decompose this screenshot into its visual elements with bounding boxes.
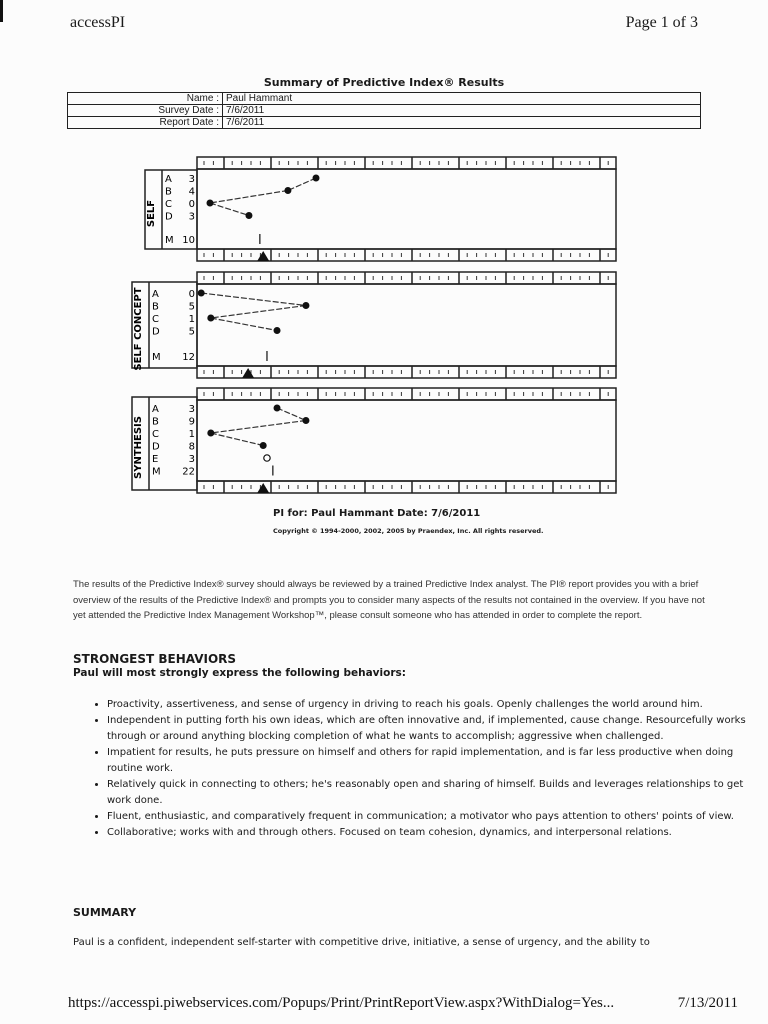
factor-point [198,290,205,297]
factor-point [274,405,281,412]
factor-point [207,430,214,437]
info-value: Paul Hammant [223,93,701,105]
header-app-name: accessPI [70,14,126,31]
header-page-number: Page 1 of 3 [625,14,698,31]
summary-text: Paul is a confident, independent self-starter with competitive drive, initiative, a sense of urgency, and the ability to [73,937,650,948]
factor-connector [211,306,306,319]
footer-date: 7/13/2011 [677,995,738,1011]
factor-point [312,175,319,182]
factor-label: A [165,174,172,185]
factor-value: 9 [188,416,195,428]
copyright: Copyright © 1994-2000, 2002, 2005 by Praendex, Inc. All rights reserved. [273,527,544,535]
factor-point [274,327,281,334]
list-item: • Fluent, enthusiastic, and comparatively frequent in communication; a motivator who pays attention to others' points of view. [107,809,747,825]
factor-label: B [152,301,159,313]
chart-title-2: SYNTHESIS [133,416,144,479]
strongest-subheading: Paul will most strongly express the following behaviors: [73,667,406,679]
behavior-list [73,697,747,841]
e-point [264,455,270,461]
factor-label: C [165,199,172,210]
factor-label: D [152,326,160,338]
factor-label: B [152,416,159,428]
factor-value: 3 [188,211,195,223]
factor-label: C [152,314,159,325]
factor-connector [211,318,277,331]
factor-point [284,187,291,194]
factor-connector [211,433,263,446]
factor-value: 0 [188,289,195,300]
factor-value: 5 [188,301,195,313]
chart-title-0: SELF [146,199,157,228]
factor-point [245,212,252,219]
info-label: Report Date : [68,117,223,129]
factor-label: A [152,289,159,300]
factor-value: 1 [188,314,195,325]
list-item: • Proactivity, assertiveness, and sense of urgency in driving to reach his goals. Openly challenges the world around him. [107,697,747,713]
info-value: 7/6/2011 [223,117,701,129]
factor-connector [210,191,288,204]
footer-url: https://accesspi.piwebservices.com/Popups/Print/PrintReportView.aspx?WithDialog=Yes... [68,995,615,1011]
factor-point [260,442,267,449]
plot-area [197,284,616,366]
factor-connector [201,293,306,306]
factor-point [302,417,309,424]
chart-title-1: SELF CONCEPT [133,287,144,371]
list-item: • Relatively quick in connecting to others; he's reasonably open and sharing of himself. Builds and leverages relationships to get work done. [107,777,747,809]
factor-value: 5 [188,326,195,338]
factor-value: 1 [188,429,195,440]
factor-point [206,200,213,207]
factor-value: 3 [188,454,195,465]
factor-point [207,315,214,322]
info-label: Name : [68,93,223,105]
factor-label: C [152,429,159,440]
norm-marker-triangle [257,483,269,493]
pi-for-line: PI for: Paul Hammant Date: 7/6/2011 [273,508,481,519]
factor-label: B [165,186,172,198]
factor-label: A [152,404,159,415]
m-value: 12 [182,352,195,363]
factor-value: 3 [188,174,195,185]
m-label: M [152,352,161,363]
factor-point [302,302,309,309]
list-item: • Collaborative; works with and through others. Focused on team cohesion, dynamics, and interpersonal relations. [107,825,747,841]
m-value: 22 [182,466,195,478]
factor-value: 8 [188,441,195,453]
factor-connector [211,421,306,434]
info-label: Survey Date : [68,105,223,117]
summary-heading: SUMMARY [73,906,137,919]
strongest-heading: STRONGEST BEHAVIORS [73,652,237,666]
factor-value: 4 [188,186,195,198]
factor-connector [277,408,306,421]
list-item: • Impatient for results, he puts pressure on himself and others for rapid implementation, and is far less productive when doing routine work. [107,745,747,777]
factor-value: 3 [188,404,195,415]
norm-marker-triangle [242,368,254,378]
factor-value: 0 [188,199,195,210]
factor-label: E [152,454,159,465]
plot-area [197,400,616,481]
m-value: 10 [182,235,195,246]
m-label: M [165,235,174,246]
factor-connector [288,178,316,191]
intro-paragraph: The results of the Predictive Index® survey should always be reviewed by a trained Predictive Index analyst. The PI® report provides you with a brief overview of the results of the Predictive Index® and prompts you to consider many aspects of the results not contained in the overview. If you have not yet attended the Predictive Index Management Workshop™, please consult someone who has attended in order to complete the report. [73,579,705,621]
factor-label: D [165,211,173,223]
norm-marker-triangle [257,251,269,261]
list-item: • Independent in putting forth his own ideas, which are often innovative and, if implemented, cause change. Resourcefully works through or around anything blocking completion of what he wants to accomplish; aggressive when challenged. [107,713,747,745]
m-label: M [152,466,161,478]
report-title: Summary of Predictive Index® Results [263,76,505,89]
info-value: 7/6/2011 [223,105,701,117]
factor-label: D [152,441,160,453]
factor-connector [210,203,249,216]
